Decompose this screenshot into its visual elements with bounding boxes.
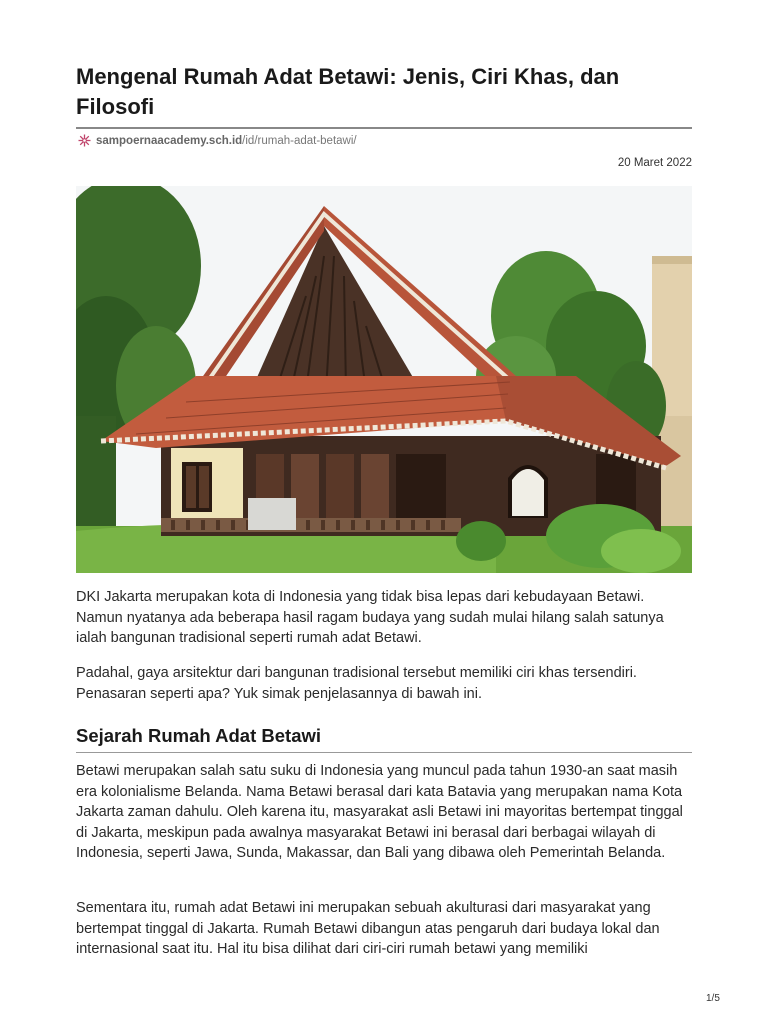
page-number: 1/5 (706, 993, 720, 1004)
source-domain: sampoernaacademy.sch.id (96, 134, 243, 147)
intro-paragraph-2: Padahal, gaya arsitektur dari bangunan tradisional tersebut memiliki ciri khas tersendiri. Penasaran seperti apa? Yuk simak penjelasannya di bawah ini. (76, 665, 637, 702)
hero-image (76, 186, 692, 573)
intro-paragraph-1: DKI Jakarta merupakan kota di Indonesia yang tidak bisa lepas dari kebudayaan Betawi. Namun nyatanya ada beberapa hasil ragam budaya yang sudah mulai hilang salah satunya ialah bangunan tradisional seperti rumah adat Betawi. (76, 589, 664, 646)
section-paragraph-1: Betawi merupakan salah satu suku di Indonesia yang muncul pada tahun 1930-an saat masih era kolonialisme Belanda. Nama Betawi berasal dari kata Batavia yang merupakan nama Kota Jakarta zaman dahulu. Oleh karena itu, masyarakat asli Betawi ini mayoritas bertempat tinggal di Jakarta, meskipun pada awalnya masyarakat Betawi ini berasal dari berbagai wilayah di Indonesia, seperti Jawa, Sunda, Makassar, dan Bali yang dibawa oleh Pemerintah Belanda. (76, 763, 683, 861)
section-divider (76, 752, 692, 753)
source-link[interactable] (96, 135, 357, 147)
source-path: /id/rumah-adat-betawi/ (242, 134, 357, 147)
publish-date: 20 Maret 2022 (617, 157, 692, 169)
title-divider (76, 127, 692, 129)
section-heading: Sejarah Rumah Adat Betawi (76, 725, 322, 746)
section-paragraph-2: Sementara itu, rumah adat Betawi ini merupakan sebuah akulturasi dari masyarakat yang bertempat tinggal di Jakarta. Rumah Betawi dibangun atas pengaruh dari budaya lokal dan internasional saat itu. Hal itu bisa dilihat dari ciri-ciri rumah betawi yang memiliki (76, 900, 660, 957)
favicon-icon (78, 134, 91, 147)
source-line (78, 134, 357, 147)
page-title: Mengenal Rumah Adat Betawi: Jenis, Ciri Khas, dan Filosofi (76, 64, 620, 119)
